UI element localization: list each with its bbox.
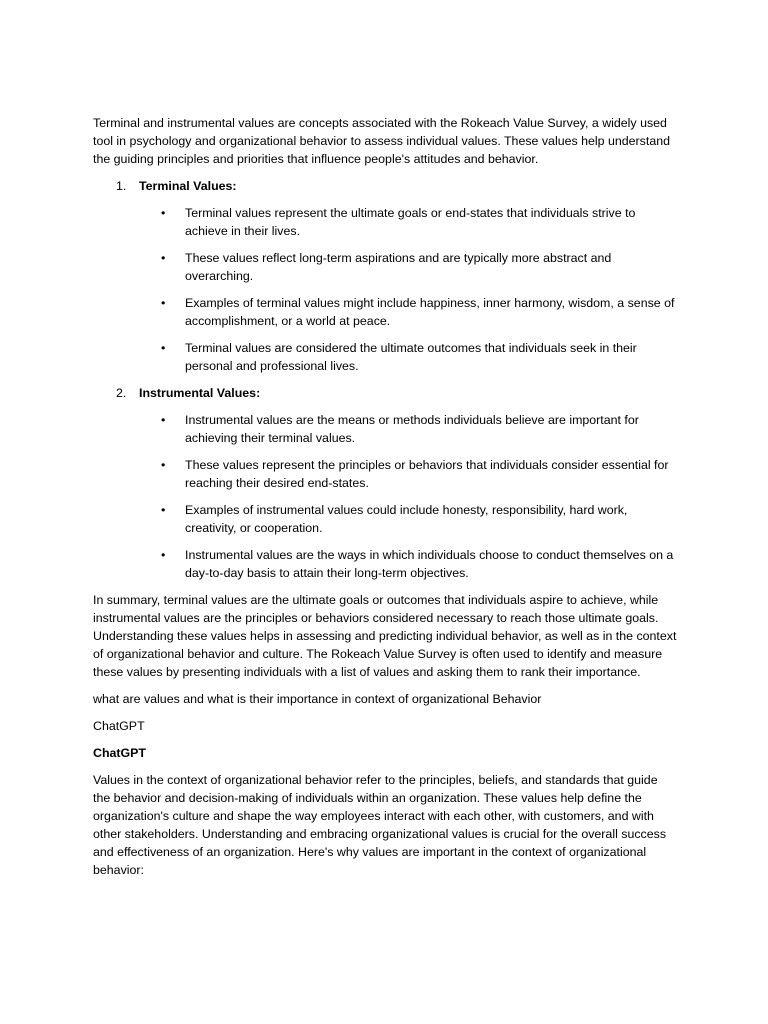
speaker-label: ChatGPT <box>93 719 145 733</box>
list-item-text: These values reflect long-term aspirations and are typically more abstract and overarching. <box>185 251 612 283</box>
list-item <box>93 456 678 492</box>
bullet-icon: • <box>161 458 166 472</box>
list-number: 2. <box>116 386 127 400</box>
bullet-icon: • <box>161 341 166 355</box>
bullet-list-instrumental <box>93 411 678 582</box>
list-item <box>93 501 678 537</box>
list-item <box>93 204 678 240</box>
bullet-icon: • <box>161 413 166 427</box>
answer-paragraph: Values in the context of organizational behavior refer to the principles, beliefs, and standards that guide the behavior and decision-making of individuals within an organization. These values help define the organization's culture and shape the way employees interact with each other, with customers, and with other stakeholders. Understanding and embracing organizational values is crucial for the overall success and effectiveness of an organization. Here's why values are important in the context of organizational behavior: <box>93 773 667 877</box>
document-body <box>93 114 678 888</box>
bullet-icon: • <box>161 296 166 310</box>
list-item-text: Instrumental values are the means or methods individuals believe are important for achieving their terminal values. <box>185 413 639 445</box>
list-item-text: Examples of terminal values might include happiness, inner harmony, wisdom, a sense of accomplishment, or a world at peace. <box>185 296 675 328</box>
list-item <box>93 546 678 582</box>
bullet-list-terminal <box>93 204 678 375</box>
numbered-item-terminal-values <box>93 177 678 195</box>
list-item-text: Examples of instrumental values could include honesty, responsibility, hard work, creativity, or cooperation. <box>185 503 628 535</box>
list-item-text: Terminal values represent the ultimate goals or end-states that individuals strive to achieve in their lives. <box>185 206 636 238</box>
list-number: 1. <box>116 179 127 193</box>
list-item <box>93 411 678 447</box>
bullet-icon: • <box>161 503 166 517</box>
bullet-icon: • <box>161 548 166 562</box>
intro-paragraph: Terminal and instrumental values are concepts associated with the Rokeach Value Survey, a widely used tool in psychology and organizational behavior to assess individual values. These values help understand the guiding principles and priorities that influence people's attitudes and behavior. <box>93 116 670 166</box>
bullet-icon: • <box>161 251 166 265</box>
numbered-item-instrumental-values <box>93 384 678 402</box>
list-item-text: Instrumental values are the ways in which individuals choose to conduct themselves on a day-to-day basis to attain their long-term objectives. <box>185 548 674 580</box>
list-item <box>93 294 678 330</box>
list-item <box>93 249 678 285</box>
section-title: Terminal Values: <box>139 179 237 193</box>
section-title: Instrumental Values: <box>139 386 261 400</box>
bullet-icon: • <box>161 206 166 220</box>
summary-paragraph: In summary, terminal values are the ultimate goals or outcomes that individuals aspire to achieve, while instrumental values are the principles or behaviors considered necessary to reach those ultimate goals. Understanding these values helps in assessing and predicting individual behavior, as well as in the context of organizational behavior and culture. The Rokeach Value Survey is often used to identify and measure these values by presenting individuals with a list of values and asking them to rank their importance. <box>93 593 677 679</box>
question-paragraph: what are values and what is their importance in context of organizational Behavior <box>93 692 542 706</box>
list-item <box>93 339 678 375</box>
list-item-text: Terminal values are considered the ultimate outcomes that individuals seek in their personal and professional lives. <box>185 341 637 373</box>
speaker-label-bold: ChatGPT <box>93 746 147 760</box>
list-item-text: These values represent the principles or behaviors that individuals consider essential for reaching their desired end-states. <box>185 458 669 490</box>
